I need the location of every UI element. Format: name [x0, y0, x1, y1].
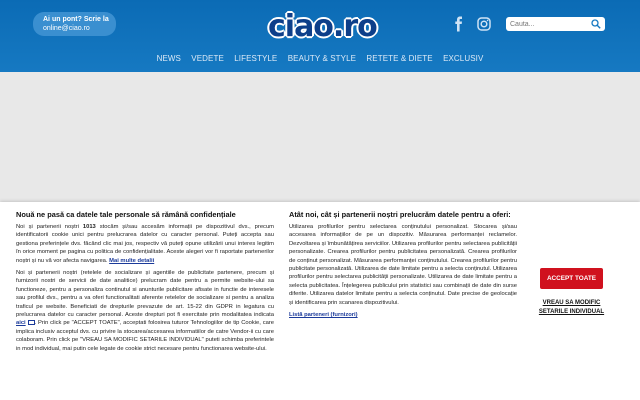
consent-title: Nouă ne pasă ca datele tale personale să rămână confidențiale: [16, 210, 236, 219]
main-nav: [0, 52, 640, 66]
tip-line-1: Ai un pont? Scrie la: [43, 16, 109, 23]
page-content-placeholder: [0, 72, 640, 202]
nav-item-vedete[interactable]: VEDETE: [191, 54, 224, 63]
rights-here-link[interactable]: aici: [16, 320, 26, 327]
purposes-title: Atât noi, cât și partenerii noștri prelucrăm datele pentru a oferi:: [289, 210, 511, 219]
site-header: [0, 0, 640, 72]
paragraph-2-start: Noi și partenerii noștri (retelele de socializare și agentiile de publicitate partenere, precum și furnizorii nostri de servicii de date analitice) prelucram date pentru a permite website-ului sa functioneze, pentru a personaliza continutul si anunturile publicitare afisate in functie de interesele sau profilul dvs., pentru a va oferi functionalitati aferente retelelor de socializare si pentru a analiza traficul pe website. Beneficiati de drepturile prevazute de art. 15-22 din GDPR in legatura cu prelucrarea datelor cu caracter personal. Aceste drepturi pot fi exercitate prin modalitatea indicata: [16, 270, 274, 319]
site-logo[interactable]: ciao.ro: [268, 9, 377, 44]
consent-purposes-column: [289, 210, 517, 319]
nav-item-beauty-style[interactable]: BEAUTY & STYLE: [287, 54, 357, 63]
purposes-text: Utilizarea profilurilor pentru selectarea conținutului personalizat. Stocarea și/sau accesarea informațiilor de pe un dispozitiv. Măsurarea performanței reclamelor. Dezvoltarea și îmbunătățirea serviciilor. Utilizarea profilurilor pentru selectarea publicității personalizate. Crearea profilurilor pentru publicitatea personalizată. Crearea profilurilor de conținut personalizat. Măsurarea performanței conținutului. Crearea profilurilor pentru publicitate personalizată. Utilizarea de date limitate pentru a selecta conținutul. Utilizarea profilurilor pentru selectarea publicității personalizate. Utilizarea de date limitate pentru a selecta publicitatea. Înțelegerea publicului prin statistici sau combinații de date din surse diferite. Utilizarea datelor limitate pentru a selecta conținutul. Date precise de geolocație și identificarea prin scanarea dispozitivului.: [289, 224, 517, 306]
paragraph-2-body: . Prin click pe "ACCEPT TOATE", acceptati folosirea tuturor Tehnologiilor de tip Cookie, care implica inclusiv acceptul dvs. cu privire la stocarea/accesarea informatiilor de catre Vendor-ii cu care colaboram. Prin click pe "VREAU SA MODIFIC SETARILE INDIVIDUAL" puteti schimba preferintele in mod individual, mai putin cele legate de cookie strict necesare pentru functionarea website-ului.: [16, 320, 274, 352]
external-link-icon: [28, 320, 35, 325]
instagram-icon[interactable]: [476, 16, 492, 32]
consent-paragraph-1: [16, 223, 274, 265]
search-icon[interactable]: [591, 19, 601, 29]
facebook-icon[interactable]: [451, 16, 467, 32]
partners-list-link[interactable]: Listă parteneri (furnizori): [289, 312, 358, 319]
partner-count: 1013: [82, 224, 96, 230]
modify-settings-button[interactable]: VREAU SA MODIFIC SETARILE INDIVIDUAL: [538, 300, 605, 315]
consent-paragraph-2: [16, 269, 274, 353]
cookie-consent-dialog: [0, 202, 640, 400]
paragraph-1-body: stocăm și/sau accesăm informații pe dispozitivul dvs., precum identificatorii cookie unici pentru prelucrarea datelor cu caracter personal. Puteți accepta sau gestiona preferințele dvs. făcând clic mai jos, respectiv vă puteți opune utilizării unui interes legitim în orice moment pe pagina cu politica de confidențialitate. Aceste alegeri vor fi raportate partenerilor noștri și nu vă vor afecta navigarea.: [16, 224, 275, 264]
search-input[interactable]: [510, 18, 590, 30]
consent-left-column: [16, 210, 274, 357]
news-tip-box[interactable]: [33, 12, 116, 36]
nav-item-news[interactable]: NEWS: [156, 54, 181, 63]
tip-email[interactable]: online@ciao.ro: [43, 25, 90, 32]
nav-item-exclusiv[interactable]: EXCLUSIV: [443, 54, 484, 63]
paragraph-1-start: Noi și partenerii noștri: [16, 224, 83, 230]
nav-item-retete-diete[interactable]: RETETE & DIETE: [366, 54, 433, 63]
accept-all-button[interactable]: ACCEPT TOATE: [540, 268, 603, 289]
nav-item-lifestyle[interactable]: LIFESTYLE: [234, 54, 278, 63]
search-box: [506, 17, 605, 31]
more-details-link[interactable]: Mai multe detalii: [109, 257, 155, 264]
